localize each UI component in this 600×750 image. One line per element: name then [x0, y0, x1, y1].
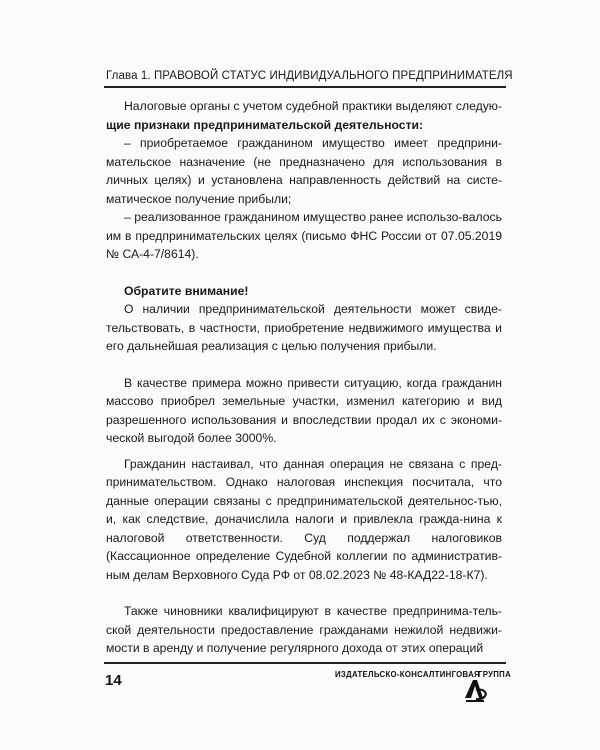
chapter-header: Глава 1. ПРАВОВОЙ СТАТУС ИНДИВИДУАЛЬНОГО ПРЕДПРИНИМАТЕЛЯ	[106, 70, 513, 82]
paragraph-intro	[106, 97, 502, 134]
spacer	[106, 264, 502, 282]
spacer	[106, 448, 502, 455]
intro-bold-text: щие признаки предпринимательской деятельности:	[106, 117, 424, 132]
publisher-name: ИЗДАТЕЛЬСКО-КОНСАЛТИНГОВАЯ	[335, 670, 480, 679]
publisher-logo-icon	[462, 676, 488, 704]
notice-text: О наличии предпринимательской деятельности может свиде-тельствовать, в частности, приобретение недвижимого имущества и его дальнейшая реализация с целью получения прибыли.	[106, 302, 502, 353]
notice-title: Обратите внимание!	[124, 283, 249, 298]
page-body	[106, 97, 502, 658]
intro-text: Налоговые органы с учетом судебной практики выделяют следую-	[124, 99, 502, 113]
publisher-group: ГРУППА	[478, 670, 512, 679]
paragraph-court-case: Гражданин настаивал, что данная операция не связана с пред-принимательством. Однако налоговая инспекция посчитала, что данные операции связаны с предпринимательской деятельнос-тью, и, как следствие, доначислила налоги и привлекла гражда-нина к налоговой ответственности. Суд поддержал налоговиков (Кассационное определение Судебной коллегии по административ-ным делам Верховного Суда РФ от 08.02.2023 № 48-КАД22-18-К7).	[106, 456, 502, 582]
paragraph-example: В качестве примера можно привести ситуацию, когда гражданин массово приобрел земельные участки, изменил категорию и вид разрешенного использования и впоследствии продал их с экономи-ческой выгодой более 3000%.	[106, 375, 502, 445]
spacer	[106, 356, 502, 374]
paragraph-sign-2: – реализованное гражданином имущество ранее использо-валось им в предпринимательских целях (письмо ФНС России от 07.05.2019 № СА-4-7/8614).	[106, 210, 502, 261]
paragraph-sign-1: – приобретаемое гражданином имущество имеет предприни-мательское назначение (не предназначено для использования в личных целях) и установлена направленность действий на систе-матическое получение прибыли;	[106, 136, 502, 206]
header-divider	[104, 86, 506, 88]
spacer	[106, 584, 502, 602]
footer-divider	[104, 662, 506, 664]
page-number: 14	[105, 672, 122, 689]
paragraph-rent: Также чиновники квалифицируют в качестве предпринима-тель-ской деятельности предоставление гражданами нежилой недвижи-мости в аренду и получение регулярного дохода от этих операций	[106, 604, 502, 655]
